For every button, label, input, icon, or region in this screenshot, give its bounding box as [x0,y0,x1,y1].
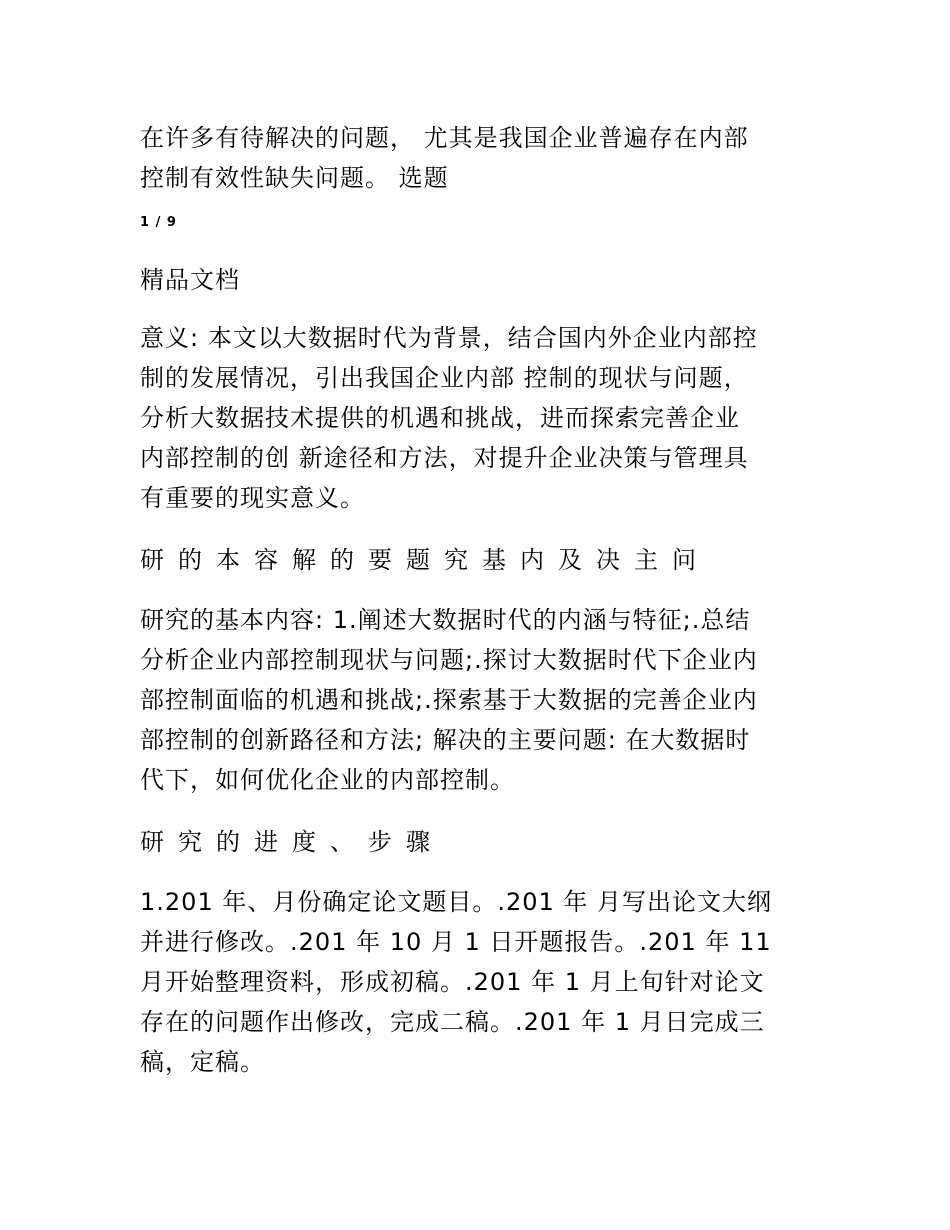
significance-line-2: 制的发展情况，引出我国企业内部 控制的现状与问题， [140,364,749,392]
content-heading-text: 研的本容解的要题究基内及决主问 [140,546,710,574]
schedule-paragraph [140,882,820,1082]
intro-paragraph [140,118,820,198]
schedule-line-1: 1.201 年、月份确定论文题目。.201 年 月写出论文大纲 [140,888,773,916]
schedule-line-5: 稿，定稿。 [140,1048,265,1076]
significance-line-4: 内部控制的创 新途径和方法，对提升企业决策与管理具 [140,444,749,472]
intro-line-1: 在许多有待解决的问题， 尤其是我国企业普遍存在内部 [140,124,749,152]
steps-heading-text: 研究的进度、步骤 [140,828,444,856]
content-line-1: 研究的基本内容: 1.阐述大数据时代的内涵与特征;.总结 [140,606,751,634]
significance-line-5: 有重要的现实意义。 [140,484,365,512]
header-label [140,260,820,300]
content-paragraph [140,600,820,800]
steps-heading [140,822,820,862]
significance-paragraph [140,318,820,518]
significance-line-3: 分析大数据技术提供的机遇和挑战，进而探索完善企业 [140,404,740,432]
content-line-3: 部控制面临的机遇和挑战;.探索基于大数据的完善企业内 [140,686,758,714]
content-line-2: 分析企业内部控制现状与问题;.探讨大数据时代下企业内 [140,646,758,674]
intro-line-2: 控制有效性缺失问题。 选题 [140,164,449,192]
schedule-line-3: 月开始整理资料，形成初稿。.201 年 1 月上旬针对论文 [140,968,765,996]
content-line-5: 代下，如何优化企业的内部控制。 [140,766,515,794]
content-heading [140,540,820,580]
page-number: 1 / 9 [140,215,177,230]
header-label-text: 精品文档 [140,266,240,294]
schedule-line-4: 存在的问题作出修改，完成二稿。.201 年 1 月日完成三 [140,1008,765,1036]
significance-line-1: 意义: 本文以大数据时代为背景，结合国内外企业内部控 [140,324,758,352]
content-line-4: 部控制的创新路径和方法; 解决的主要问题: 在大数据时 [140,726,751,754]
schedule-line-2: 并进行修改。.201 年 10 月 1 日开题报告。.201 年 11 [140,928,772,956]
